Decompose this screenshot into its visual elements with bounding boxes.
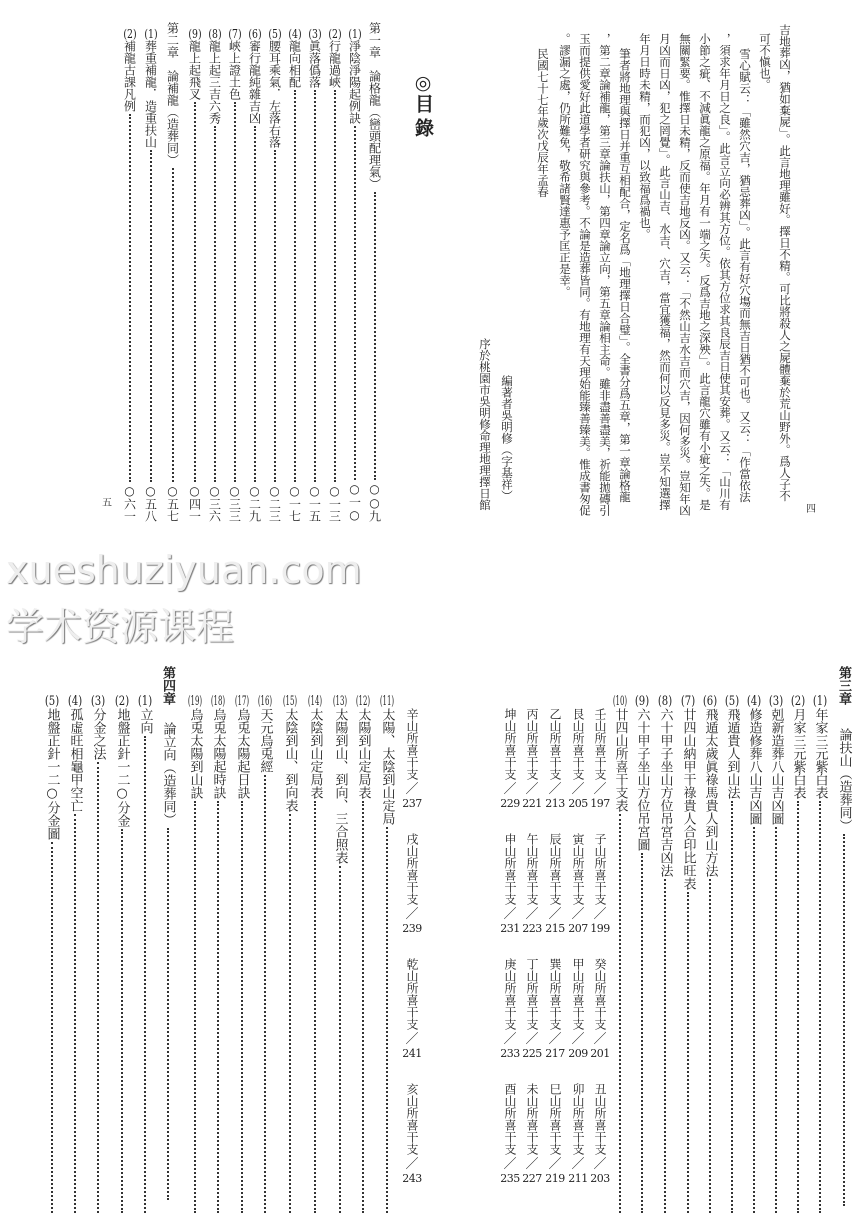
item-title: 六十甲子坐山方位吊宮吉凶法 (657, 708, 673, 877)
mountain-name: 辛山所喜干支 (405, 708, 419, 780)
toc-item[interactable] (135, 695, 155, 1215)
preface-column: 月凶而日凶，犯之罔覺」。此言山吉、水吉、穴吉，當宜獲福，然而何以反見多災。豈不知選擇 (658, 33, 672, 511)
toc-item[interactable] (377, 695, 397, 1215)
mountain-entry[interactable] (520, 833, 544, 935)
dot-leader (797, 801, 799, 1213)
page-ref: ○三三 (227, 484, 242, 522)
toc-item[interactable] (65, 695, 85, 1215)
slash: ／ (503, 907, 517, 922)
mountain-name: 庚山所喜干支 (503, 958, 517, 1030)
toc-item[interactable] (225, 28, 245, 522)
page-ref: ○五八 (143, 484, 158, 522)
item-label: (13) (332, 695, 348, 708)
mountain-entry[interactable] (566, 708, 590, 810)
toc-item[interactable] (655, 695, 675, 1215)
preface-column: 吉地葬凶，猶如棄屍」。此言地理雖好。擇日不精。可比將殺人之屍體棄於荒山野外。爲人子不 (778, 24, 792, 502)
mountain-name: 巽山所喜干支 (548, 958, 562, 1030)
page-ref: 209 (568, 1047, 588, 1060)
page-ref: 241 (402, 1047, 422, 1060)
page-number: 四 (806, 504, 816, 515)
toc-item[interactable] (744, 695, 764, 1215)
toc-item[interactable] (205, 28, 225, 522)
mountain-name: 艮山所喜干支 (571, 708, 585, 780)
dot-leader (354, 126, 356, 480)
dot-leader (194, 801, 196, 1213)
page-ref: ○一五 (307, 484, 322, 522)
item-title: 行龍過峽 (327, 40, 342, 88)
dot-leader (843, 834, 845, 1206)
item-title: 太陽、太陰到山定局 (379, 708, 395, 825)
item-label: (4) (288, 28, 302, 40)
item-title: 峽上證土色 (227, 40, 242, 100)
mountain-name: 未山所喜干支 (525, 1083, 539, 1155)
item-label: (1) (137, 695, 153, 708)
item-title: 年家三元紫白表 (812, 708, 828, 799)
toc-title-end: 錄 (412, 118, 434, 137)
item-title: 太陰到山定局表 (307, 708, 323, 799)
chapter-title: 第一章 論格龍（巒頭配理氣） (367, 22, 382, 190)
mountain-name: 丁山所喜干支 (525, 958, 539, 1030)
item-title: 烏兎太陽起日訣 (234, 708, 250, 799)
mountain-entry[interactable] (520, 708, 544, 810)
chapter-4-head: 第四章 (160, 666, 175, 705)
mountain-entry[interactable] (498, 708, 522, 810)
page-ref: 223 (522, 922, 542, 935)
item-title: 眞落僞落 (307, 40, 322, 88)
toc-item[interactable] (788, 695, 808, 1215)
item-label: (5) (44, 695, 60, 708)
mountain-entry[interactable] (543, 958, 567, 1060)
page-ref: ○二三 (267, 484, 282, 522)
dot-leader (194, 102, 196, 482)
dot-leader (775, 827, 777, 1213)
toc-item[interactable] (766, 695, 786, 1215)
mountain-entry[interactable] (400, 708, 424, 810)
dot-leader (74, 814, 76, 1213)
item-title: 龍上起飛叉 (187, 40, 202, 100)
slash: ／ (405, 1032, 419, 1047)
item-label: (9) (188, 28, 202, 40)
item-title: 地盤正針一二○分金 (114, 708, 130, 827)
preface-column: 玉而提供愛好此道學者研究與參考。不論是造葬皆同。有地理有天理始能臻善臻美。惟成書匆促 (578, 33, 592, 516)
preface-column: ，須求年月日之良」。此言立向必辨其方位。依其方位求其良辰吉日使其安葬。又云：「山川有 (718, 33, 732, 511)
item-label: (16) (257, 695, 273, 708)
dot-leader (374, 192, 376, 480)
mountain-name: 乙山所喜干支 (548, 708, 562, 780)
item-title: 烏兎太陽起時訣 (210, 708, 226, 799)
item-title: 月家三元紫白表 (790, 708, 806, 799)
item-label: (4) (67, 695, 83, 708)
preface-column: 。謬漏之處，仍所難免，敬希諸賢達惠予匡正是幸。 (558, 33, 572, 298)
mountain-name: 丑山所喜干支 (593, 1083, 607, 1155)
slash: ／ (503, 782, 517, 797)
item-title: 太陰到山、到向表 (282, 708, 298, 812)
item-label: (14) (307, 695, 323, 708)
page-ref: 199 (590, 922, 610, 935)
preface-author: 編著者吳明修（字基祥） (500, 375, 514, 502)
dot-leader (314, 90, 316, 482)
item-title: 分金之法 (90, 708, 106, 760)
item-label: (15) (282, 695, 298, 708)
item-title: 地盤正針一二○分金圖 (44, 708, 60, 840)
toc-item[interactable] (42, 695, 62, 1215)
page-ref: ○二九 (247, 484, 262, 522)
item-label: (1) (144, 28, 158, 40)
chapter-3-head: 第三章 (836, 666, 851, 705)
page-ref: 235 (500, 1172, 520, 1185)
mountain-name: 戌山所喜干支 (405, 833, 419, 905)
slash: ／ (405, 1157, 419, 1172)
item-title: 立向 (137, 708, 153, 734)
mountain-name: 丙山所喜干支 (525, 708, 539, 780)
item-label: (8) (208, 28, 222, 40)
dot-leader (274, 150, 276, 482)
page-ref: ○三六 (207, 484, 222, 522)
page-ref: ○五七 (165, 484, 180, 522)
toc-item[interactable] (330, 695, 350, 1215)
slash: ／ (571, 1032, 585, 1047)
page-ref: 205 (568, 797, 588, 810)
toc-item[interactable] (325, 28, 345, 522)
page-ref: 211 (568, 1172, 588, 1185)
toc-item[interactable] (353, 695, 373, 1215)
watermark-text: 学术资源课程 (6, 605, 235, 649)
page-ref: ○四一 (187, 484, 202, 522)
toc-title: ◎目 (412, 72, 434, 113)
item-title: 廿四山所喜干支表 (612, 708, 628, 812)
dot-leader (362, 801, 364, 1213)
page-ref: 215 (545, 922, 565, 935)
preface-location: 序於桃園市吳明修命理地理擇日館 (478, 338, 492, 511)
mountain-name: 坤山所喜干支 (503, 708, 517, 780)
preface-date: 民國七十七年歲次戊辰年孟春 (536, 48, 550, 198)
mountain-entry[interactable] (543, 1083, 567, 1185)
mountain-name: 子山所喜干支 (593, 833, 607, 905)
item-label: (5) (724, 695, 740, 708)
item-label: (9) (634, 695, 650, 708)
toc-item[interactable] (255, 695, 275, 1215)
page-ref: 237 (402, 797, 422, 810)
toc-item[interactable] (232, 695, 252, 1215)
page-ref: 243 (402, 1172, 422, 1185)
preface-column: 年月日時未精，而犯凶，以致福爲禍也。 (638, 33, 652, 240)
dot-leader (731, 801, 733, 1213)
dot-leader (234, 102, 236, 482)
item-title: 飛遁太歲眞祿馬貴人到山方法 (702, 708, 718, 877)
dot-leader (167, 828, 169, 1200)
item-title: 龍向相配 (287, 40, 302, 88)
slash: ／ (525, 782, 539, 797)
preface-column: 可不愼也。 (758, 33, 772, 91)
mountain-entry[interactable] (498, 833, 522, 935)
dot-leader (641, 853, 643, 1213)
dot-leader (254, 126, 256, 482)
item-label: (4) (746, 695, 762, 708)
mountain-entry[interactable] (520, 958, 544, 1060)
dot-leader (264, 775, 266, 1213)
item-title: 孤虛旺相龜甲空亡 (67, 708, 83, 812)
dot-leader (144, 736, 146, 1213)
dot-leader (314, 801, 316, 1213)
preface-column: 雪心賦云：「雖然穴吉，猶忌葬凶」。此言有好穴塲而無吉日猶不可也。又云：「作當依法 (738, 48, 752, 503)
toc-item[interactable] (141, 28, 161, 522)
mountain-entry[interactable] (400, 833, 424, 935)
mountain-entry[interactable] (400, 958, 424, 1060)
slash: ／ (593, 1157, 607, 1172)
mountain-entry[interactable] (588, 1083, 612, 1185)
item-label: (2) (328, 28, 342, 40)
toc-item[interactable] (112, 695, 132, 1215)
mountain-entry[interactable] (566, 833, 590, 935)
mountain-name: 乾山所喜干支 (405, 958, 419, 1030)
item-label: (2) (790, 695, 806, 708)
page-ref: 207 (568, 922, 588, 935)
slash: ／ (525, 907, 539, 922)
item-label: (19) (187, 695, 203, 708)
slash: ／ (593, 782, 607, 797)
slash: ／ (548, 1032, 562, 1047)
page-ref: 197 (590, 797, 610, 810)
item-label: (8) (657, 695, 673, 708)
item-label: (7) (680, 695, 696, 708)
page-ref: ○一七 (287, 484, 302, 522)
item-label: (1) (348, 28, 362, 40)
dot-leader (121, 829, 123, 1213)
slash: ／ (405, 782, 419, 797)
toc-item[interactable] (610, 695, 630, 1215)
dot-leader (150, 150, 152, 482)
mountain-entry[interactable] (566, 1083, 590, 1185)
mountain-name: 午山所喜干支 (525, 833, 539, 905)
dot-leader (334, 90, 336, 482)
toc-item[interactable] (345, 28, 365, 522)
slash: ／ (571, 1157, 585, 1172)
dot-leader (172, 168, 174, 482)
page-ref: ○一三 (327, 484, 342, 522)
page-ref: 231 (500, 922, 520, 935)
page-number: 五 (102, 498, 112, 509)
chapter-title: 論立向（造葬同） (160, 722, 176, 826)
toc-item[interactable] (722, 695, 742, 1215)
item-title: 龍上起三吉六秀 (207, 40, 222, 124)
toc-item[interactable] (285, 28, 305, 522)
dot-leader (289, 814, 291, 1213)
watermark-url: xueshuziyuan.com (6, 548, 362, 592)
dot-leader (386, 827, 388, 1213)
page-ref: 213 (545, 797, 565, 810)
item-label: (2) (123, 28, 137, 40)
item-title: 六十甲子坐山方位吊宮圖 (634, 708, 650, 851)
item-label: (18) (210, 695, 226, 708)
slash: ／ (405, 907, 419, 922)
toc-item[interactable] (678, 695, 698, 1215)
dot-leader (294, 90, 296, 482)
item-label: (3) (308, 28, 322, 40)
page-ref: 225 (522, 1047, 542, 1060)
mountain-entry[interactable] (588, 958, 612, 1060)
mountain-entry[interactable] (588, 708, 612, 810)
item-label: (11) (379, 695, 395, 708)
dot-leader (97, 762, 99, 1213)
mountain-entry[interactable] (520, 1083, 544, 1185)
dot-leader (51, 842, 53, 1213)
toc-item[interactable] (185, 28, 205, 522)
toc-chapter-2[interactable] (163, 22, 183, 522)
item-title: 修造修葬八山吉凶圖 (746, 708, 762, 825)
slash: ／ (548, 1157, 562, 1172)
slash: ／ (593, 907, 607, 922)
slash: ／ (525, 1032, 539, 1047)
mountain-entry[interactable] (400, 1083, 424, 1185)
toc-chapter-3[interactable] (834, 728, 854, 1208)
dot-leader (709, 879, 711, 1213)
mountain-name: 癸山所喜干支 (593, 958, 607, 1030)
item-label: (7) (228, 28, 242, 40)
toc-item[interactable] (700, 695, 720, 1215)
mountain-name: 辰山所喜干支 (548, 833, 562, 905)
dot-leader (214, 126, 216, 482)
toc-item[interactable] (245, 28, 265, 522)
mountain-name: 卯山所喜干支 (571, 1083, 585, 1155)
page-ref: 239 (402, 922, 422, 935)
item-title: 太陽到山、到向、三合照表 (332, 708, 348, 864)
item-label: (5) (268, 28, 282, 40)
page-ref: 203 (590, 1172, 610, 1185)
item-label: (12) (355, 695, 371, 708)
mountain-entry[interactable] (543, 708, 567, 810)
toc-item[interactable] (208, 695, 228, 1215)
item-label: (2) (114, 695, 130, 708)
toc-item[interactable] (632, 695, 652, 1215)
item-title: 廿四山納甲干祿貴人合印比旺表 (680, 708, 696, 890)
toc-item[interactable] (810, 695, 830, 1215)
slash: ／ (548, 782, 562, 797)
slash: ／ (571, 907, 585, 922)
slash: ／ (503, 1032, 517, 1047)
item-title: 淨陰淨陽起例訣 (347, 40, 362, 124)
page-ref: 201 (590, 1047, 610, 1060)
mountain-entry[interactable] (543, 833, 567, 935)
item-title: 葬重補龍．造重扶山 (143, 40, 158, 148)
mountain-name: 壬山所喜干支 (593, 708, 607, 780)
page-ref: 221 (522, 797, 542, 810)
toc-item[interactable] (185, 695, 205, 1215)
mountain-entry[interactable] (566, 958, 590, 1060)
mountain-entry[interactable] (498, 1083, 522, 1185)
dot-leader (241, 801, 243, 1213)
chapter-title: 第二章 論補龍（造葬同） (165, 22, 180, 166)
item-title: 腰耳乘氣．左落右落 (267, 40, 282, 148)
item-title: 飛遁貴人到山法 (724, 708, 740, 799)
preface-column: 筆者將地理與擇日并重互相配合，定名爲「地理擇日合璧」。全書分爲五章，第一章論格龍 (618, 48, 632, 503)
dot-leader (687, 892, 689, 1213)
toc-item[interactable] (265, 28, 285, 522)
preface-column: ，第二章論補龍，第三章論扶山，第四章論立向，第五章論相主命。雖非盡善盡美，祈能拋磚引 (598, 33, 612, 516)
mountain-name: 亥山所喜干支 (405, 1083, 419, 1155)
mountain-name: 巳山所喜干支 (548, 1083, 562, 1155)
page-ref: 217 (545, 1047, 565, 1060)
item-label: (3) (90, 695, 106, 708)
slash: ／ (525, 1157, 539, 1172)
item-label: (1) (812, 695, 828, 708)
toc-item[interactable] (120, 28, 140, 522)
toc-chapter-4[interactable] (158, 722, 178, 1202)
page-ref: ○六一 (122, 484, 137, 522)
toc-item[interactable] (88, 695, 108, 1215)
item-title: 補龍古課凡例 (122, 40, 137, 112)
preface-column: 小節之疵、不減眞龍之原福。年月有一端之失。反爲吉地之深殃」。此言龍穴雖有小疵之失。是 (698, 33, 712, 511)
dot-leader (664, 879, 666, 1213)
chapter-title: 論扶山（造葬同） (836, 728, 852, 832)
dot-leader (819, 801, 821, 1213)
mountain-name: 甲山所喜干支 (571, 958, 585, 1030)
mountain-entry[interactable] (498, 958, 522, 1060)
slash: ／ (548, 907, 562, 922)
dot-leader (619, 814, 621, 1213)
item-title: 太陽到山定局表 (355, 708, 371, 799)
toc-item[interactable] (305, 695, 325, 1215)
item-label: (6) (702, 695, 718, 708)
page-ref: 229 (500, 797, 520, 810)
page-ref: ○○九 (367, 482, 382, 522)
item-label: (17) (234, 695, 250, 708)
item-title: 審行龍純雜吉凶 (247, 40, 262, 124)
page-ref: 219 (545, 1172, 565, 1185)
slash: ／ (571, 782, 585, 797)
mountain-name: 酉山所喜干支 (503, 1083, 517, 1155)
toc-chapter-1[interactable] (365, 22, 385, 522)
page-ref: ○一○ (347, 482, 362, 522)
mountain-name: 寅山所喜干支 (571, 833, 585, 905)
dot-leader (217, 801, 219, 1213)
toc-item[interactable] (280, 695, 300, 1215)
page-ref: 227 (522, 1172, 542, 1185)
toc-item[interactable] (305, 28, 325, 522)
item-label: (6) (248, 28, 262, 40)
item-label: (3) (768, 695, 784, 708)
dot-leader (129, 114, 131, 482)
item-label: (10) (612, 695, 628, 708)
preface-column: 無關緊要。惟擇日未精，反而使吉地反凶。又云：「不然山吉水吉而穴吉，因何多災。豈知年凶 (678, 33, 692, 516)
item-title: 烏兎太陽到山訣 (187, 708, 203, 799)
slash: ／ (593, 1032, 607, 1047)
dot-leader (753, 827, 755, 1213)
item-title: 剋新造葬八山吉凶圖 (768, 708, 784, 825)
item-title: 天元烏兎經 (257, 708, 273, 773)
page-ref: 233 (500, 1047, 520, 1060)
mountain-name: 申山所喜干支 (503, 833, 517, 905)
slash: ／ (503, 1157, 517, 1172)
mountain-entry[interactable] (588, 833, 612, 935)
dot-leader (339, 866, 341, 1213)
